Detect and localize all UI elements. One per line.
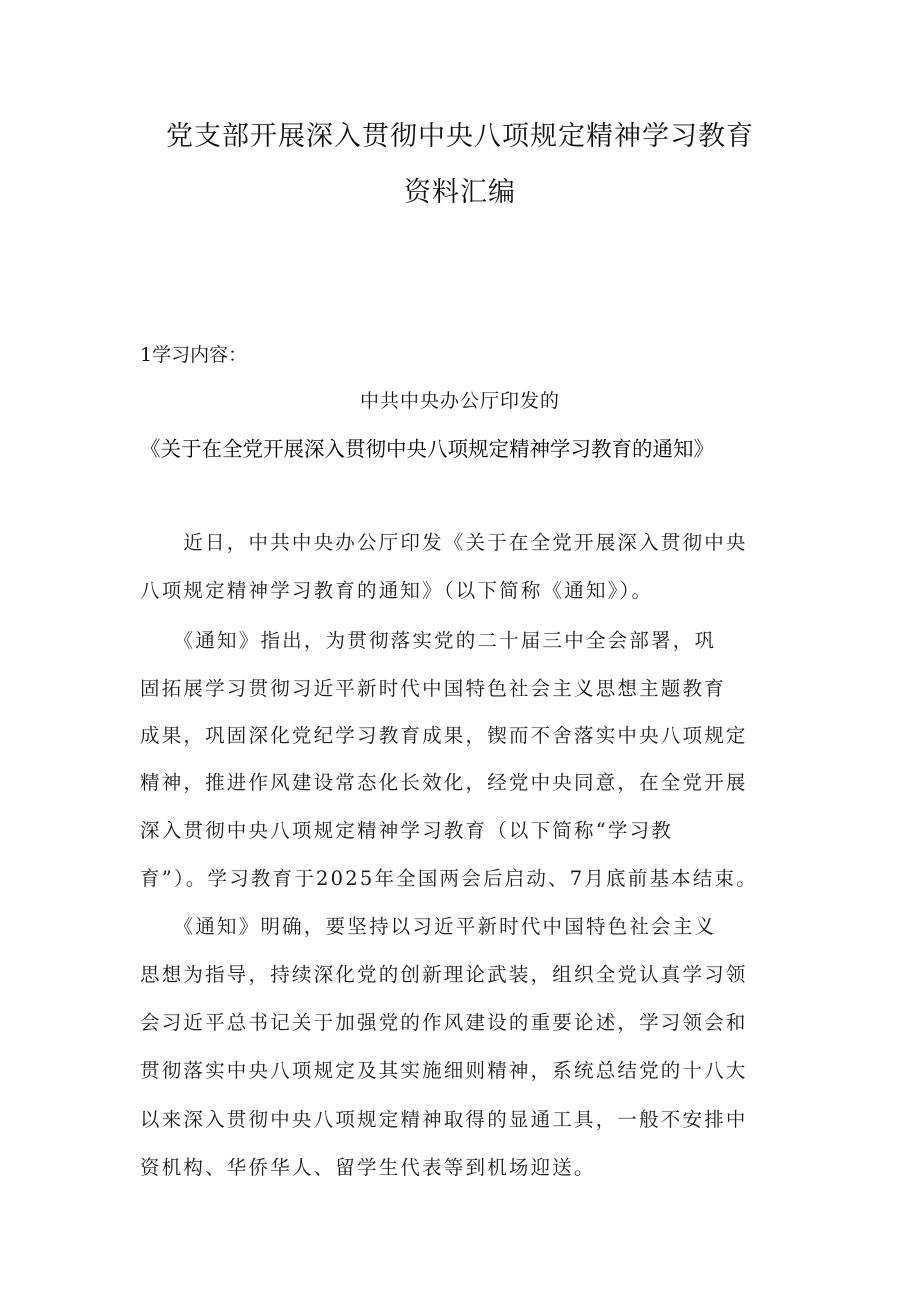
document-title-line-1: 党支部开展深入贯彻中央八项规定精神学习教育 — [166, 121, 754, 152]
body-line: 思想为指导，持续深化党的创新理论武装，组织全党认真学习领 — [140, 963, 748, 986]
body-line: 育”）。学习教育于2025年全国两会后启动、7月底前基本结束。 — [140, 867, 758, 890]
body-line: 成果，巩固深化党纪学习教育成果，锲而不舍落实中央八项规定 — [140, 724, 748, 747]
section-label: 1学习内容： — [140, 344, 248, 366]
body-line: 固拓展学习贯彻习近平新时代中国特色社会主义思想主题教育 — [140, 677, 726, 700]
issuer-line: 中共中央办公厅印发的 — [359, 390, 560, 412]
notice-title: 《关于在全党开展深入贯彻中央八项规定精神学习教育的通知》 — [140, 437, 714, 461]
body-line: 八项规定精神学习教育的通知》（以下简称《通知》）。 — [140, 579, 654, 602]
document-title-line-2: 资料汇编 — [404, 177, 516, 208]
body-line: 以来深入贯彻中央八项规定精神取得的显通工具，一般不安排中 — [140, 1108, 748, 1131]
body-line: 资机构、华侨华人、留学生代表等到机场迎送。 — [140, 1156, 596, 1179]
body-line: 会习近平总书记关于加强党的作风建设的重要论述，学习领会和 — [140, 1011, 748, 1034]
body-line: 贯彻落实中央八项规定及其实施细则精神，系统总结党的十八大 — [140, 1059, 748, 1082]
body-line: 《通知》明确，要坚持以习近平新时代中国特色社会主义 — [140, 915, 717, 938]
body-line: 近日，中共中央办公厅印发《关于在全党开展深入贯彻中央 — [140, 531, 748, 554]
body-line: 《通知》指出，为贯彻落实党的二十届三中全会部署，巩 — [140, 629, 717, 652]
body-line: 精神，推进作风建设常态化长效化，经党中央同意，在全党开展 — [140, 771, 748, 794]
body-line: 深入贯彻中央八项规定精神学习教育（以下简称“学习教 — [140, 819, 673, 842]
